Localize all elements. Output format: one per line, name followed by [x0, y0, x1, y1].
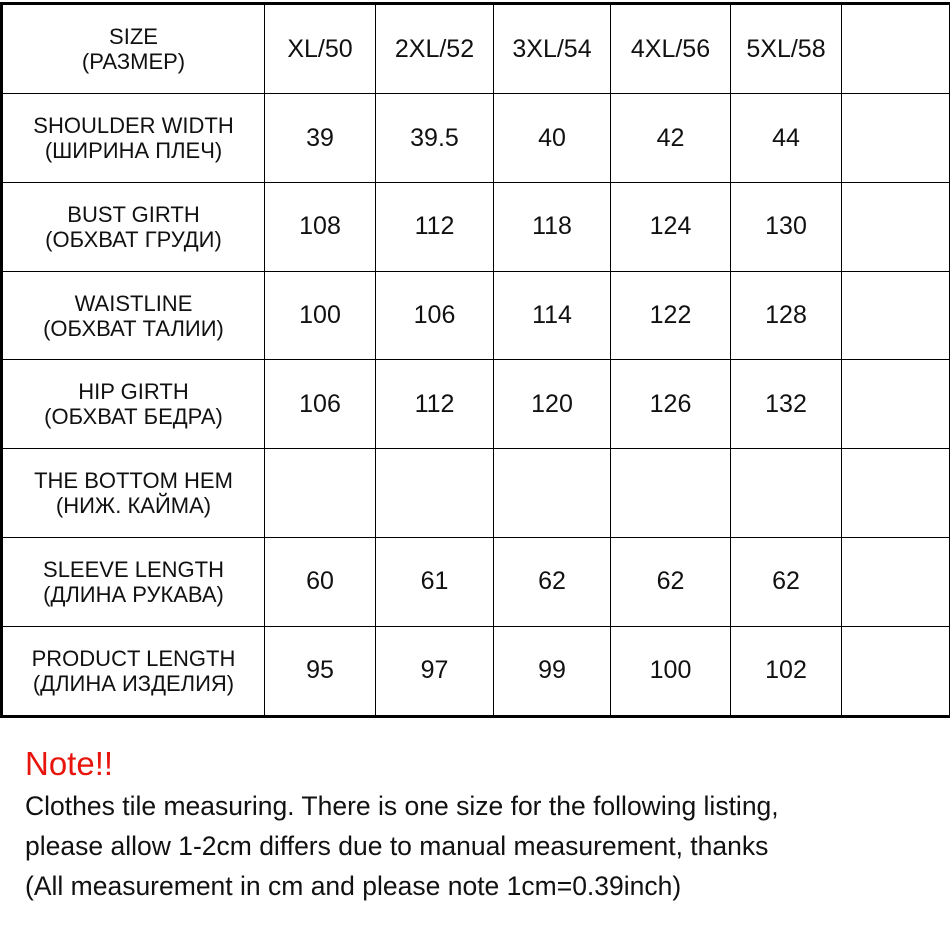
row-label-ru: (ОБХВАТ ГРУДИ) — [45, 226, 222, 252]
header-label-ru: (РАЗМЕР) — [81, 49, 186, 75]
table-row — [2, 94, 950, 183]
measurement-cell: 114 — [494, 271, 611, 360]
measurement-cell: 44 — [731, 94, 842, 183]
header-label-cell — [2, 4, 265, 94]
note-line: (All measurement in cm and please note 1cm=0.39inch) — [25, 871, 682, 901]
measurement-cell-empty — [842, 626, 950, 716]
row-label-en: SHOULDER WIDTH — [33, 113, 234, 139]
measurement-cell: 42 — [611, 94, 731, 183]
size-header-cell: 2XL/52 — [376, 4, 494, 94]
measurement-cell: 39.5 — [376, 94, 494, 183]
measurement-cell: 106 — [376, 271, 494, 360]
table-row — [2, 537, 950, 626]
measurement-cell: 95 — [265, 626, 376, 716]
measurement-cell: 100 — [265, 271, 376, 360]
row-label-cell — [2, 183, 265, 272]
measurement-cell: 97 — [376, 626, 494, 716]
measurement-cell-empty — [265, 449, 376, 538]
measurement-cell: 100 — [611, 626, 731, 716]
row-label-ru: (ШИРИНА ПЛЕЧ) — [44, 138, 223, 164]
header-label-en: SIZE — [109, 24, 158, 50]
measurement-cell-empty — [611, 449, 731, 538]
measurement-cell: 60 — [265, 537, 376, 626]
note-title: Note!! — [25, 745, 114, 782]
measurement-cell: 62 — [494, 537, 611, 626]
measurement-cell-empty — [842, 360, 950, 449]
measurement-cell: 108 — [265, 183, 376, 272]
table-row — [2, 626, 950, 716]
row-label-ru: (ДЛИНА ИЗДЕЛИЯ) — [32, 670, 235, 696]
measurement-cell: 61 — [376, 537, 494, 626]
size-header-cell: 5XL/58 — [731, 4, 842, 94]
row-label-cell — [2, 449, 265, 538]
measurement-cell: 112 — [376, 360, 494, 449]
row-label-ru: (ОБХВАТ ТАЛИИ) — [43, 315, 224, 341]
row-label-ru: (ОБХВАТ БЕДРА) — [44, 404, 223, 430]
measurement-cell-empty — [842, 449, 950, 538]
row-label-cell — [2, 271, 265, 360]
measurement-cell: 122 — [611, 271, 731, 360]
size-header-cell: 3XL/54 — [494, 4, 611, 94]
size-chart-table — [0, 2, 950, 718]
measurement-cell: 118 — [494, 183, 611, 272]
measurement-cell: 128 — [731, 271, 842, 360]
row-label-en: BUST GIRTH — [67, 201, 200, 227]
row-label-en: WAISTLINE — [74, 290, 193, 316]
measurement-cell-empty — [842, 94, 950, 183]
measurement-cell: 99 — [494, 626, 611, 716]
note-line: please allow 1-2cm differs due to manual measurement, thanks — [25, 831, 769, 861]
measurement-cell: 62 — [731, 537, 842, 626]
row-label-ru: (ДЛИНА РУКАВА) — [43, 581, 224, 607]
table-row — [2, 449, 950, 538]
measurement-cell: 126 — [611, 360, 731, 449]
measurement-cell-empty — [494, 449, 611, 538]
measurement-note — [25, 742, 945, 906]
size-header-cell-empty — [842, 4, 950, 94]
size-header-cell: 4XL/56 — [611, 4, 731, 94]
header-row — [2, 4, 950, 94]
row-label-cell — [2, 537, 265, 626]
row-label-cell — [2, 360, 265, 449]
row-label-en: PRODUCT LENGTH — [31, 645, 236, 671]
measurement-cell: 40 — [494, 94, 611, 183]
measurement-cell-empty — [842, 271, 950, 360]
measurement-cell-empty — [842, 537, 950, 626]
row-label-en: THE BOTTOM HEM — [34, 468, 233, 494]
measurement-cell: 102 — [731, 626, 842, 716]
measurement-cell: 120 — [494, 360, 611, 449]
measurement-cell: 130 — [731, 183, 842, 272]
table-row — [2, 360, 950, 449]
row-label-ru: (НИЖ. КАЙМА) — [55, 493, 212, 519]
measurement-cell-empty — [842, 183, 950, 272]
note-line: Clothes tile measuring. There is one size for the following listing, — [25, 791, 779, 821]
row-label-cell — [2, 94, 265, 183]
row-label-en: HIP GIRTH — [78, 379, 189, 405]
table-row — [2, 271, 950, 360]
measurement-cell: 39 — [265, 94, 376, 183]
row-label-cell — [2, 626, 265, 716]
measurement-cell: 106 — [265, 360, 376, 449]
measurement-cell-empty — [376, 449, 494, 538]
measurement-cell: 132 — [731, 360, 842, 449]
measurement-cell: 124 — [611, 183, 731, 272]
size-header-cell: XL/50 — [265, 4, 376, 94]
measurement-cell: 62 — [611, 537, 731, 626]
table-row — [2, 183, 950, 272]
measurement-cell: 112 — [376, 183, 494, 272]
row-label-en: SLEEVE LENGTH — [43, 556, 224, 582]
measurement-cell-empty — [731, 449, 842, 538]
